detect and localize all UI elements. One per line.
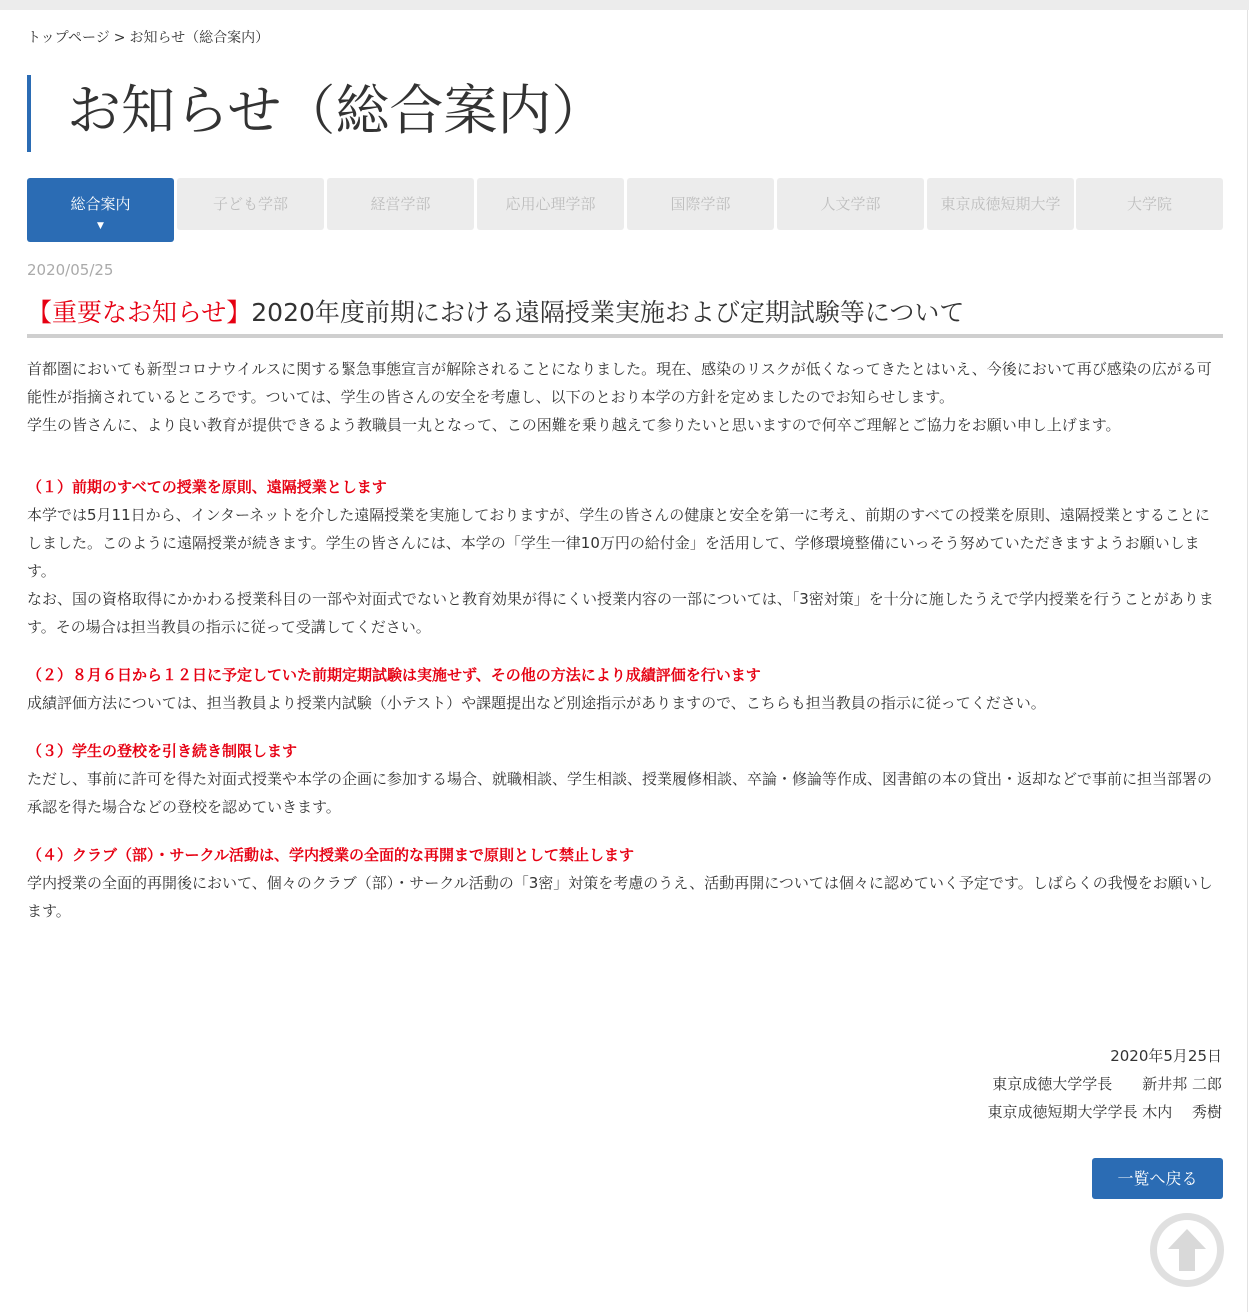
tab-children[interactable]: 子ども学部 [177,178,324,230]
section-paragraph: ただし、事前に許可を得た対面式授業や本学の企画に参加する場合、就職相談、学生相談、授業履修相談、卒論・修論等作成、図書館の本の貸出・返却などで事前に担当部署の承認を得た場合などの登校を認めていきます。 [27,770,1213,816]
intro-paragraph: 首都圏においても新型コロナウイルスに関する緊急事態宣言が解除されることになりました。現在、感染のリスクが低くなってきたとはいえ、今後において再び感染の広がる可能性が指摘されているところです。ついては、学生の皆さんの安全を考慮し、以下のとおり本学の方針を定めましたのでお知らせします。 [27,360,1212,406]
section-heading: （３）学生の登校を引き続き制限します [27,742,298,760]
tab-applied-psychology[interactable]: 応用心理学部 [477,178,624,230]
signature-line: 東京成徳短期大学学長 木内 秀樹 [987,1103,1222,1121]
breadcrumb [27,27,269,47]
breadcrumb-home-link[interactable]: トップページ [27,30,110,46]
breadcrumb-separator: > [113,30,126,46]
scroll-to-top-button[interactable] [1150,1213,1224,1287]
tab-humanities[interactable]: 人文学部 [777,178,924,230]
section-heading: （４）クラブ（部）・サークル活動は、学内授業の全面的な再開まで原則として禁止します [27,846,635,864]
signature-line: 東京成徳大学学長 新井邦 二郎 [992,1075,1222,1093]
intro-paragraph: 学生の皆さんに、より良い教育が提供できるよう教職員一丸となって、この困難を乗り越えて参りたいと思いますので何卒ご理解とご協力をお願い申し上げます。 [27,416,1121,434]
article-body [27,355,1223,925]
page-title: お知らせ（総合案内） [27,75,605,152]
arrow-up-icon [1150,1213,1224,1287]
tab-international[interactable]: 国際学部 [627,178,774,230]
signature-date: 2020年5月25日 [1110,1047,1222,1065]
tab-business[interactable]: 経営学部 [327,178,474,230]
category-tabs [27,178,1223,242]
tab-graduate-school[interactable]: 大学院 [1076,178,1223,230]
back-to-list-button[interactable]: 一覧へ戻る [1092,1158,1223,1199]
article-date: 2020/05/25 [27,261,114,279]
right-border [1247,10,1248,1312]
section-paragraph: 学内授業の全面的再開後において、個々のクラブ（部）・サークル活動の「3密」対策を考慮のうえ、活動再開については個々に認めていく予定です。しばらくの我慢をお願いします。 [27,874,1213,920]
article-title-text: 2020年度前期における遠隔授業実施および定期試験等について [251,298,965,327]
section-paragraph: 本学では5月11日から、インターネットを介した遠隔授業を実施しておりますが、学生の皆さんの健康と安全を第一に考え、前期のすべての授業を原則、遠隔授業とすることにしました。このように遠隔授業が続きます。学生の皆さんには、本学の「学生一律10万円の給付金」を活用して、学修環境整備にいっそう努めていただきますようお願いします。 [27,506,1210,580]
section-heading: （２）８月６日から１２日に予定していた前期定期試験は実施せず、その他の方法により成績評価を行います [27,666,761,684]
top-bar [0,0,1249,10]
important-tag: 【重要なお知らせ】 [27,298,252,327]
tab-junior-college[interactable]: 東京成徳短期大学 [927,178,1074,230]
section-paragraph: 成績評価方法については、担当教員より授業内試験（小テスト）や課題提出など別途指示がありますので、こちらも担当教員の指示に従ってください。 [27,694,1046,712]
article-title [27,295,1223,338]
breadcrumb-current: お知らせ（総合案内） [129,30,270,46]
tab-general[interactable] [27,178,174,242]
caret-down-icon: ▼ [97,221,104,231]
tab-label: 総合案内 [70,195,131,213]
section-paragraph: なお、国の資格取得にかかわる授業科目の一部や対面式でないと教育効果が得にくい授業内容の一部については、「3密対策」を十分に施したうえで学内授業を行うことがあります。その場合は担当教員の指示に従って受講してください。 [27,590,1214,636]
section-heading: （１）前期のすべての授業を原則、遠隔授業とします [27,478,387,496]
signature-block [987,1042,1222,1126]
